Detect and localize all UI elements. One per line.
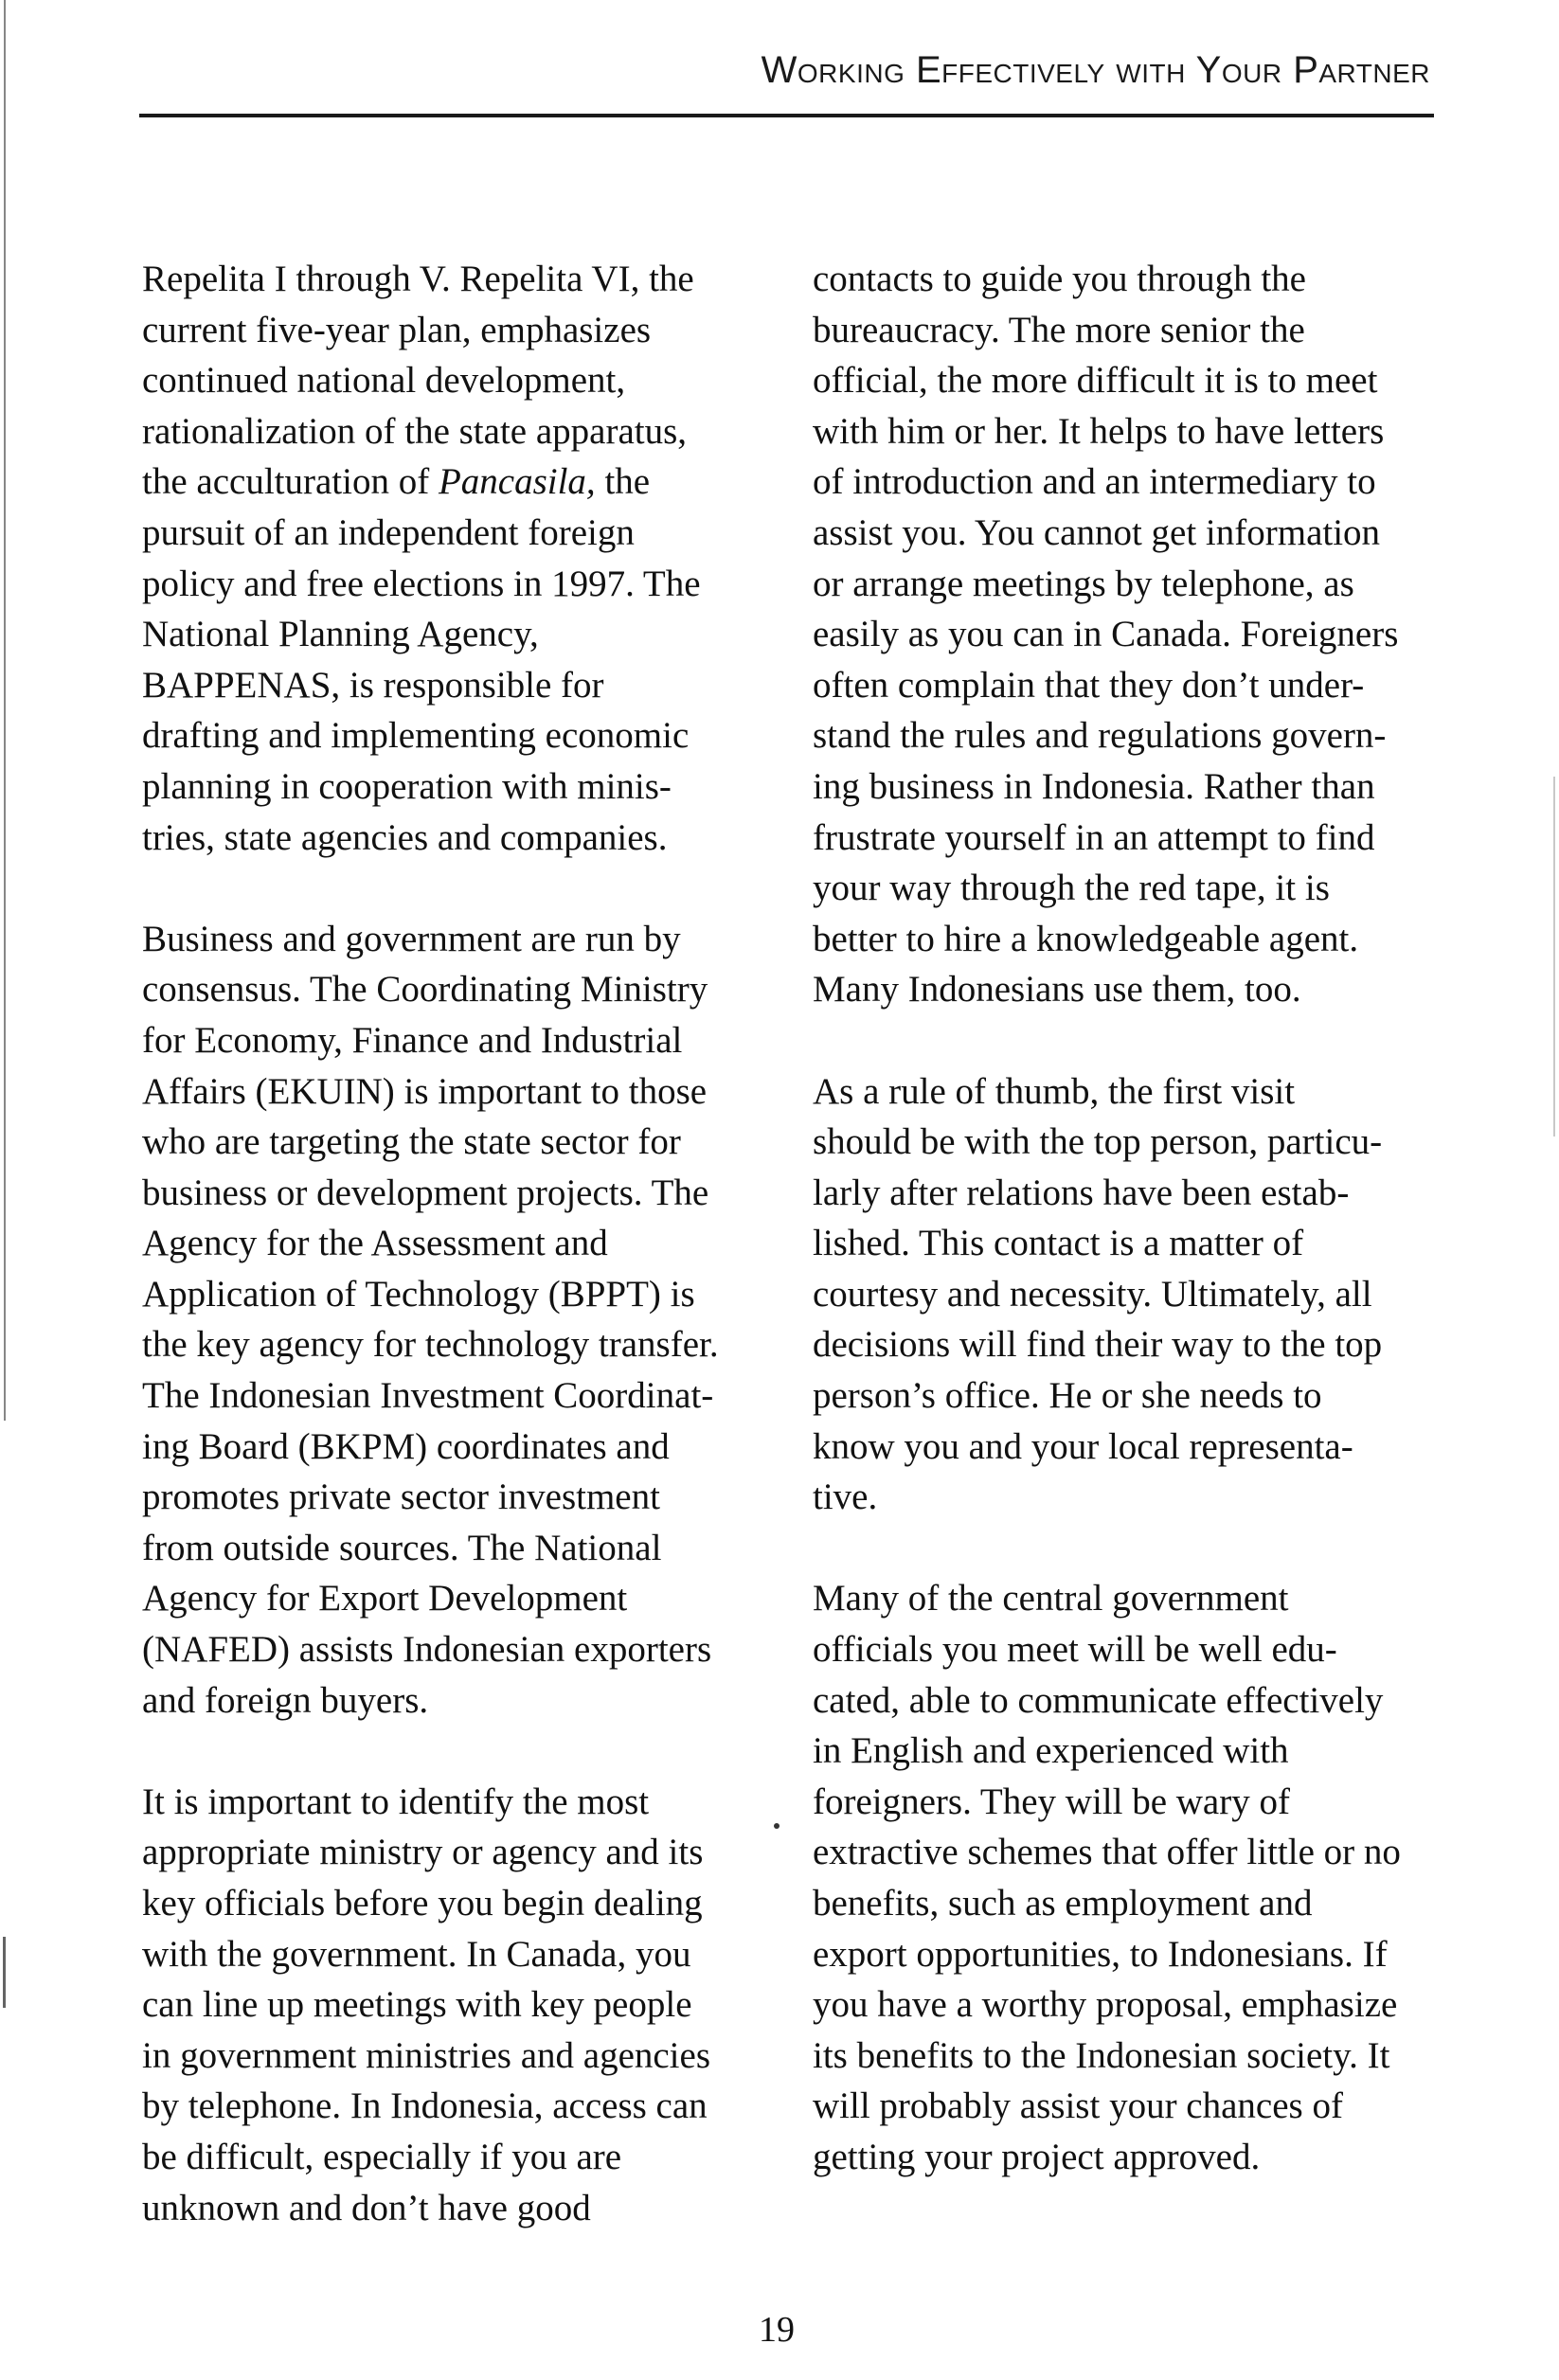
left-paragraph-1 bbox=[142, 254, 796, 863]
text-line-start: the acculturation of bbox=[142, 461, 439, 503]
right-paragraph-3: Many of the central government officials you meet will be well edu- cated, able to communicate effectively in English and experienced with foreigners. They will be wary of extractive schemes that offer little or no benefits, such as employment and export opportunities, to Indonesians. If you have a worthy proposal, emphasize its benefits to the Indonesian society. It will probably assist your chances of getting your project approved. bbox=[813, 1578, 1401, 2177]
text-block: pursuit of an independent foreign policy and free elections in 1997. The National Planning Agency, BAPPENAS, is responsible for drafting and implementing economic planning in cooperation with minis- tries, state agencies and companies. bbox=[142, 511, 701, 858]
left-paragraph-2: Business and government are run by consensus. The Coordinating Ministry for Economy, Finance and Industrial Affairs (EKUIN) is important to those who are targeting the state sector for business or development projects. The Agency for the Assessment and Application of Technology (BPPT) is the key agency for technology transfer. The Indonesian Investment Coordinat- ing Board (BKPM) coordinates and promotes private sector investment from outside sources. The National Agency for Export Development (NAFED) assists Indonesian exporters and foreign buyers. bbox=[142, 918, 719, 1721]
text-line: continued national development, bbox=[142, 360, 626, 402]
text-line: Repelita I through V. Repelita VI, the bbox=[142, 259, 694, 299]
scan-edge-line bbox=[4, 0, 6, 1421]
text-line: current five-year plan, emphasizes bbox=[142, 309, 652, 350]
left-column bbox=[142, 254, 796, 2284]
running-header: Working Effectively with Your Partner bbox=[761, 49, 1430, 91]
header-rule bbox=[139, 114, 1434, 117]
right-paragraph-2: As a rule of thumb, the first visit should be with the top person, particu- larly after relations have been estab- lished. This contact is a matter of courtesy and necessity. Ultimately, all decisions will find their way to the top person’s office. He or she needs to know you and your local representa- tive. bbox=[813, 1070, 1383, 1518]
right-paragraph-1: contacts to guide you through the bureaucracy. The more senior the official, the more difficult it is to meet with him or her. It helps to have letters of introduction and an intermediary to assist you. You cannot get information or arrange meetings by telephone, as easily as you can in Canada. Foreigners often complain that they don’t under- stand the rules and regulations govern- ing business in Indonesia. Rather than frustrate yourself in an attempt to find your way through the red tape, it is better to hire a knowledgeable agent. Many Indonesians use them, too. bbox=[813, 259, 1399, 1011]
text-line: rationalization of the state apparatus, bbox=[142, 410, 688, 452]
left-paragraph-3: It is important to identify the most appropriate ministry or agency and its key officials before you begin dealing with the government. In Canada, you can line up meetings with key people in government ministries and agencies by telephone. In Indonesia, access can be difficult, especially if you are unknown and don’t have good bbox=[142, 1781, 711, 2228]
right-column bbox=[813, 254, 1476, 2233]
italic-term: Pancasila, bbox=[438, 461, 596, 503]
page-number: 19 bbox=[759, 2310, 795, 2350]
text-line-end: the bbox=[595, 461, 651, 503]
scan-edge-mark bbox=[3, 1937, 6, 2008]
scan-edge-line-right bbox=[1553, 777, 1555, 1136]
